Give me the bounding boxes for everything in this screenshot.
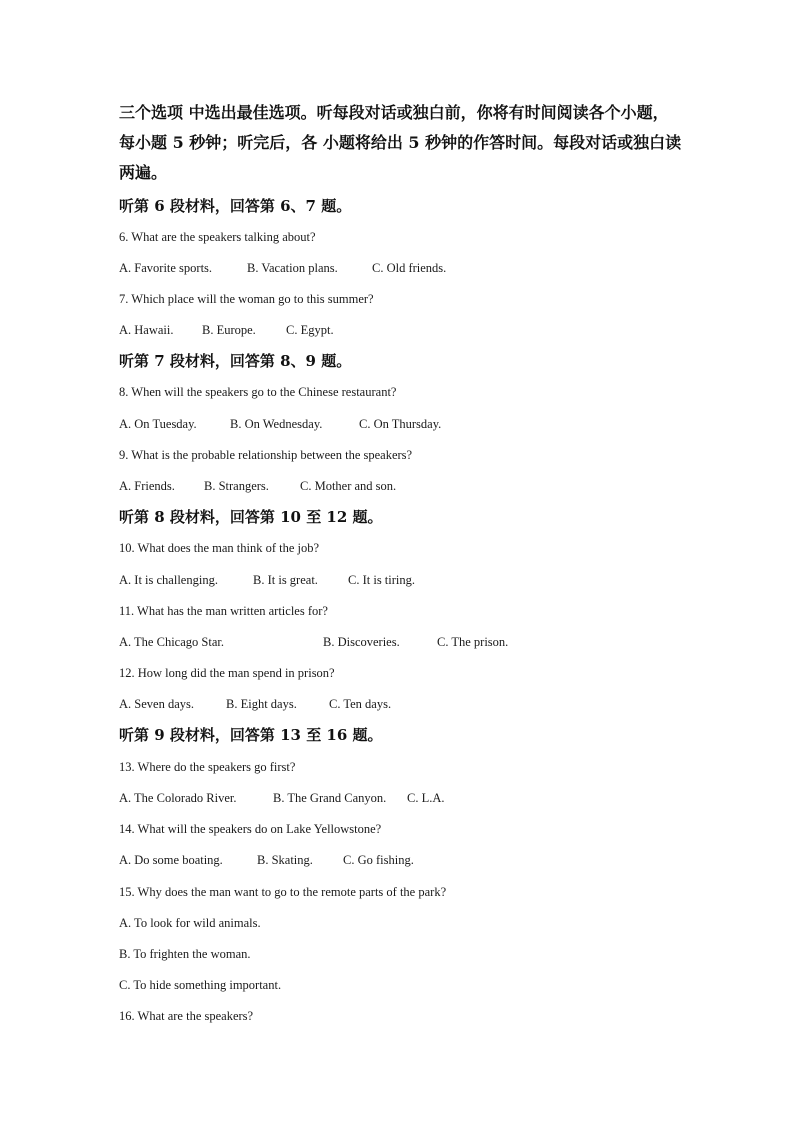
question-options (119, 260, 446, 276)
question-text: 7. Which place will the woman go to this summer? (119, 292, 374, 306)
instructions-paragraph (119, 98, 689, 188)
option-b: B. Eight days. (226, 697, 297, 711)
question-text: 9. What is the probable relationship between the speakers? (119, 448, 413, 462)
option-b: B. The Grand Canyon. (273, 791, 387, 805)
option-c: C. Ten days. (329, 697, 392, 711)
option-a: A. To look for wild animals. (119, 916, 261, 930)
question-text: 6. What are the speakers talking about? (119, 230, 316, 244)
option-b: B. Skating. (257, 853, 313, 867)
question-options (119, 634, 508, 650)
question-text: 10. What does the man think of the job? (119, 541, 320, 555)
question-text: 14. What will the speakers do on Lake Yellowstone? (119, 822, 382, 836)
option-c: C. Egypt. (286, 323, 334, 337)
question-text: 11. What has the man written articles for? (119, 604, 328, 618)
instructions-line-3: 两遍。 (119, 163, 168, 182)
option-a: A. On Tuesday. (119, 417, 197, 431)
question-text: 8. When will the speakers go to the Chinese restaurant? (119, 385, 397, 399)
question-text: 12. How long did the man spend in prison? (119, 666, 335, 680)
question-options (119, 790, 445, 806)
option-c: C. Mother and son. (300, 479, 397, 493)
option-a: A. Seven days. (119, 697, 194, 711)
question-text: 16. What are the speakers? (119, 1009, 254, 1023)
option-c: C. Old friends. (372, 261, 447, 275)
section-heading: 听第 9 段材料，回答第 13 至 16 题。 (119, 726, 383, 744)
option-a: A. It is challenging. (119, 573, 218, 587)
question-options (119, 322, 334, 338)
question-options (119, 852, 414, 868)
option-b: B. Vacation plans. (247, 261, 338, 275)
option-b: B. To frighten the woman. (119, 947, 251, 961)
section-heading: 听第 8 段材料，回答第 10 至 12 题。 (119, 508, 383, 526)
option-b: B. It is great. (253, 573, 318, 587)
instructions-line-1: 三个选项 中选出最佳选项。听每段对话或独白前，你将有时间阅读各个小题， (119, 103, 669, 122)
question-options (119, 696, 391, 712)
question-options (119, 478, 396, 494)
question-options (119, 572, 415, 588)
option-b: B. Discoveries. (323, 635, 400, 649)
option-b: B. On Wednesday. (230, 417, 323, 431)
option-a: A. Do some boating. (119, 853, 223, 867)
option-c: C. On Thursday. (359, 417, 442, 431)
option-c: C. L.A. (407, 791, 445, 805)
section-heading: 听第 6 段材料，回答第 6、7 题。 (119, 197, 352, 215)
option-a: A. The Colorado River. (119, 791, 237, 805)
section-heading: 听第 7 段材料，回答第 8、9 题。 (119, 352, 352, 370)
option-a: A. The Chicago Star. (119, 635, 224, 649)
option-a: A. Hawaii. (119, 323, 174, 337)
question-options (119, 416, 441, 432)
option-c: C. It is tiring. (348, 573, 416, 587)
option-b: B. Strangers. (204, 479, 269, 493)
option-c: C. Go fishing. (343, 853, 414, 867)
question-text: 13. Where do the speakers go first? (119, 760, 296, 774)
option-c: C. The prison. (437, 635, 509, 649)
option-a: A. Friends. (119, 479, 175, 493)
option-a: A. Favorite sports. (119, 261, 213, 275)
option-b: B. Europe. (202, 323, 256, 337)
instructions-line-2: 每小题 5 秒钟；听完后，各 小题将给出 5 秒钟的作答时间。每段对话或独白读 (119, 133, 682, 152)
question-text: 15. Why does the man want to go to the remote parts of the park? (119, 885, 447, 899)
option-c: C. To hide something important. (119, 978, 282, 992)
